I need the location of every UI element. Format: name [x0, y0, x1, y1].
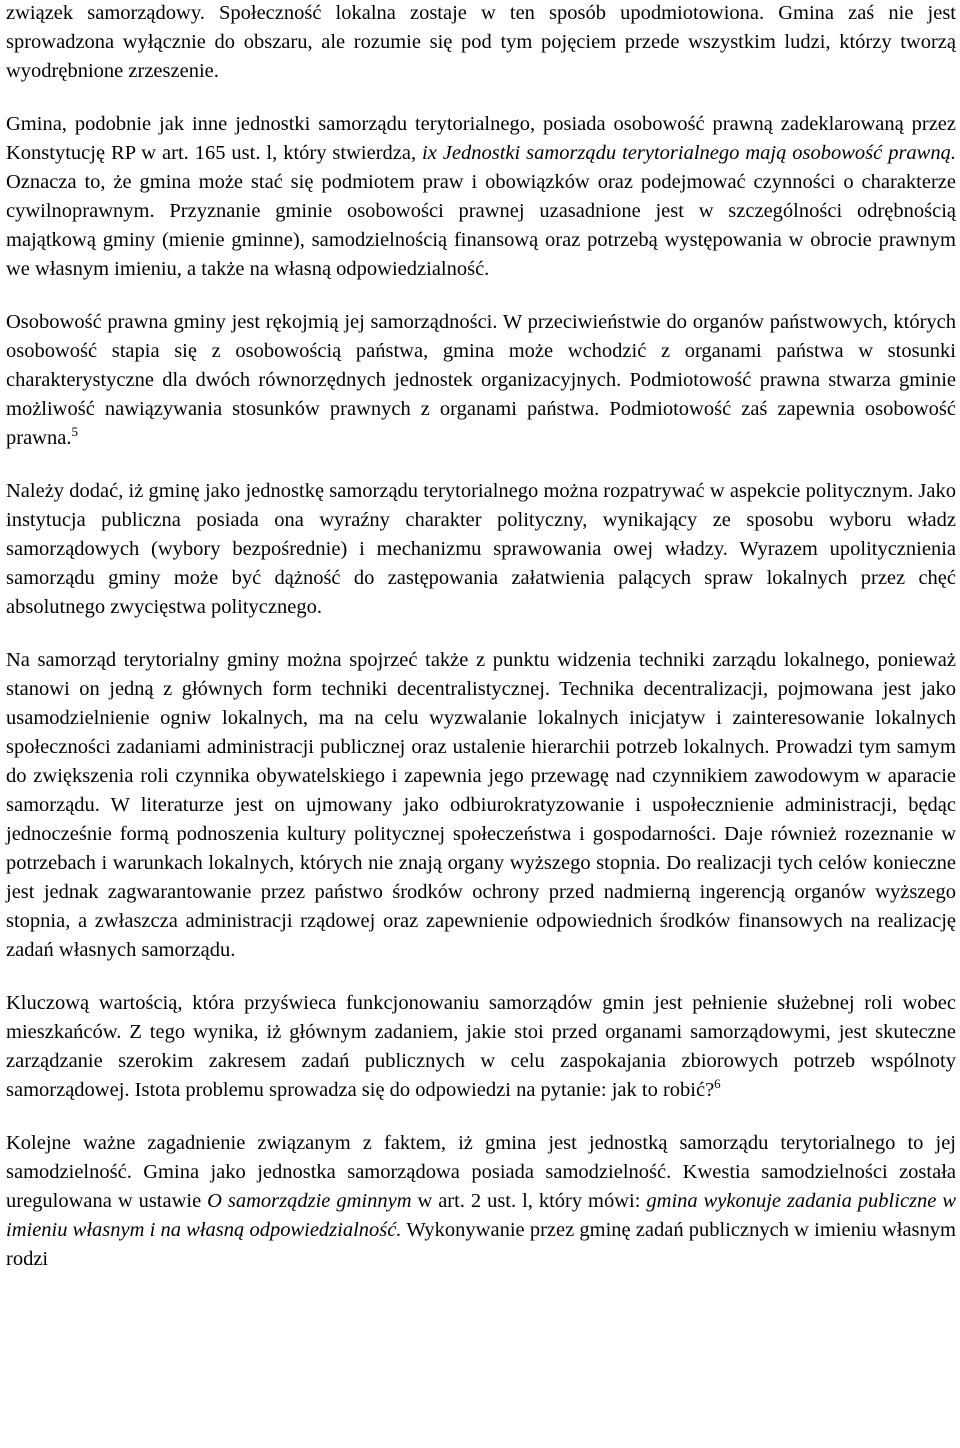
paragraph-7-text: Kolejne ważne zagadnienie związanym z faktem, iż gmina jest jednostką samorządu terytorialnego to jej samodzielność. Gmina jako jednostka samorządowa posiada samodzielność. Kwestia samodzielności została uregulowana w ustawie	[6, 1132, 956, 1212]
paragraph-2	[6, 110, 956, 284]
paragraph-7-text-end: Wykonywanie przez gminę zadań publicznych w imieniu własnym rodzi	[6, 1219, 956, 1270]
paragraph-3	[6, 308, 956, 453]
paragraph-6-text: Kluczową wartością, która przyświeca funkcjonowaniu samorządów gmin jest pełnienie służebnej roli wobec mieszkańców. Z tego wynika, iż głównym zadaniem, jakie stoi przed organami samorządowymi, jest skuteczne zarządzanie szerokim zakresem zadań publicznych w celu zaspokajania zbiorowych potrzeb wspólnoty samorządowej. Istota problemu sprowadza się do odpowiedzi na pytanie: jak to robić?	[6, 992, 956, 1101]
footnote-ref-6: 6	[714, 1076, 721, 1091]
paragraph-1-text: związek samorządowy. Społeczność lokalna zostaje w ten sposób upodmiotowiona. Gmina zaś nie jest sprowadzona wyłącznie do obszaru, ale rozumie się pod tym pojęciem przede wszystkim ludzi, którzy tworzą wyodrębnione zrzeszenie.	[6, 2, 956, 82]
paragraph-2-text: Gmina, podobnie jak inne jednostki samorządu terytorialnego, posiada osobowość prawną zadeklarowaną przez Konstytucję RP w art. 165 ust. l, który stwierdza,	[6, 113, 956, 164]
paragraph-5	[6, 646, 956, 965]
paragraph-2-quote: ix Jednostki samorządu terytorialnego mają osobowość prawną.	[422, 142, 956, 164]
document-page	[6, 0, 956, 1298]
paragraph-7-text-cont: w art. 2 ust. l, który mówi:	[411, 1190, 647, 1212]
paragraph-7	[6, 1129, 956, 1274]
paragraph-5-text: Na samorząd terytorialny gminy można spojrzeć także z punktu widzenia techniki zarządu lokalnego, ponieważ stanowi on jedną z głównych form techniki decentralistycznej. Technika decentralizacji, pojmowana jest jako usamodzielnienie ogniw lokalnych, ma na celu wyzwalanie lokalnych inicjatyw i zainteresowanie lokalnych społeczności zadaniami administracji publicznej oraz ustalenie hierarchii potrzeb lokalnych. Prowadzi tym samym do zwiększenia roli czynnika obywatelskiego i zapewnia jego przewagę nad czynnikiem zawodowym w aparacie samorządu. W literaturze jest on ujmowany jako odbiurokratyzowanie i uspołecznienie administracji, będąc jednocześnie formą podnoszenia kultury politycznej społeczeństwa i gospodarności. Daje również rozeznanie w potrzebach i warunkach lokalnych, których nie znają organy wyższego stopnia. Do realizacji tych celów konieczne jest jednak zagwarantowanie przez państwo środków ochrony przed nadmierną ingerencją organów wyższego stopnia, a zwłaszcza administracji rządowej oraz zapewnienie odpowiednich środków finansowych na realizację zadań własnych samorządu.	[6, 649, 956, 961]
paragraph-7-act-title: O samorządzie gminnym	[207, 1190, 412, 1212]
paragraph-1	[6, 0, 956, 86]
footnote-ref-5: 5	[71, 424, 78, 439]
paragraph-2-text-cont: Oznacza to, że gmina może stać się podmiotem praw i obowiązków oraz podejmować czynności o charakterze cywilnoprawnym. Przyznanie gminie osobowości prawnej uzasadnione jest w szczególności odrębnością majątkową gminy (mienie gminne), samodzielnością finansową oraz potrzebą występowania w obrocie prawnym we własnym imieniu, a także na własną odpowiedzialność.	[6, 171, 956, 280]
paragraph-6	[6, 989, 956, 1105]
paragraph-3-text: Osobowość prawna gminy jest rękojmią jej samorządności. W przeciwieństwie do organów państwowych, których osobowość stapia się z osobowością państwa, gmina może wchodzić z organami państwa w stosunki charakterystyczne dla dwóch równorzędnych jednostek organizacyjnych. Podmiotowość prawna stwarza gminie możliwość nawiązywania stosunków prawnych z organami państwa. Podmiotowość zaś zapewnia osobowość prawna.	[6, 311, 956, 449]
paragraph-7-quote: gmina wykonuje zadania publiczne w imieniu własnym i na własną odpowiedzialność.	[6, 1190, 956, 1241]
paragraph-4-text: Należy dodać, iż gminę jako jednostkę samorządu terytorialnego można rozpatrywać w aspekcie politycznym. Jako instytucja publiczna posiada ona wyraźny charakter polityczny, wynikający ze sposobu wyboru władz samorządowych (wybory bezpośrednie) i mechanizmu sprawowania owej władzy. Wyrazem upolitycznienia samorządu gminy może być dążność do zastępowania załatwienia palących spraw lokalnych przez chęć absolutnego zwycięstwa politycznego.	[6, 480, 956, 618]
paragraph-4	[6, 477, 956, 622]
